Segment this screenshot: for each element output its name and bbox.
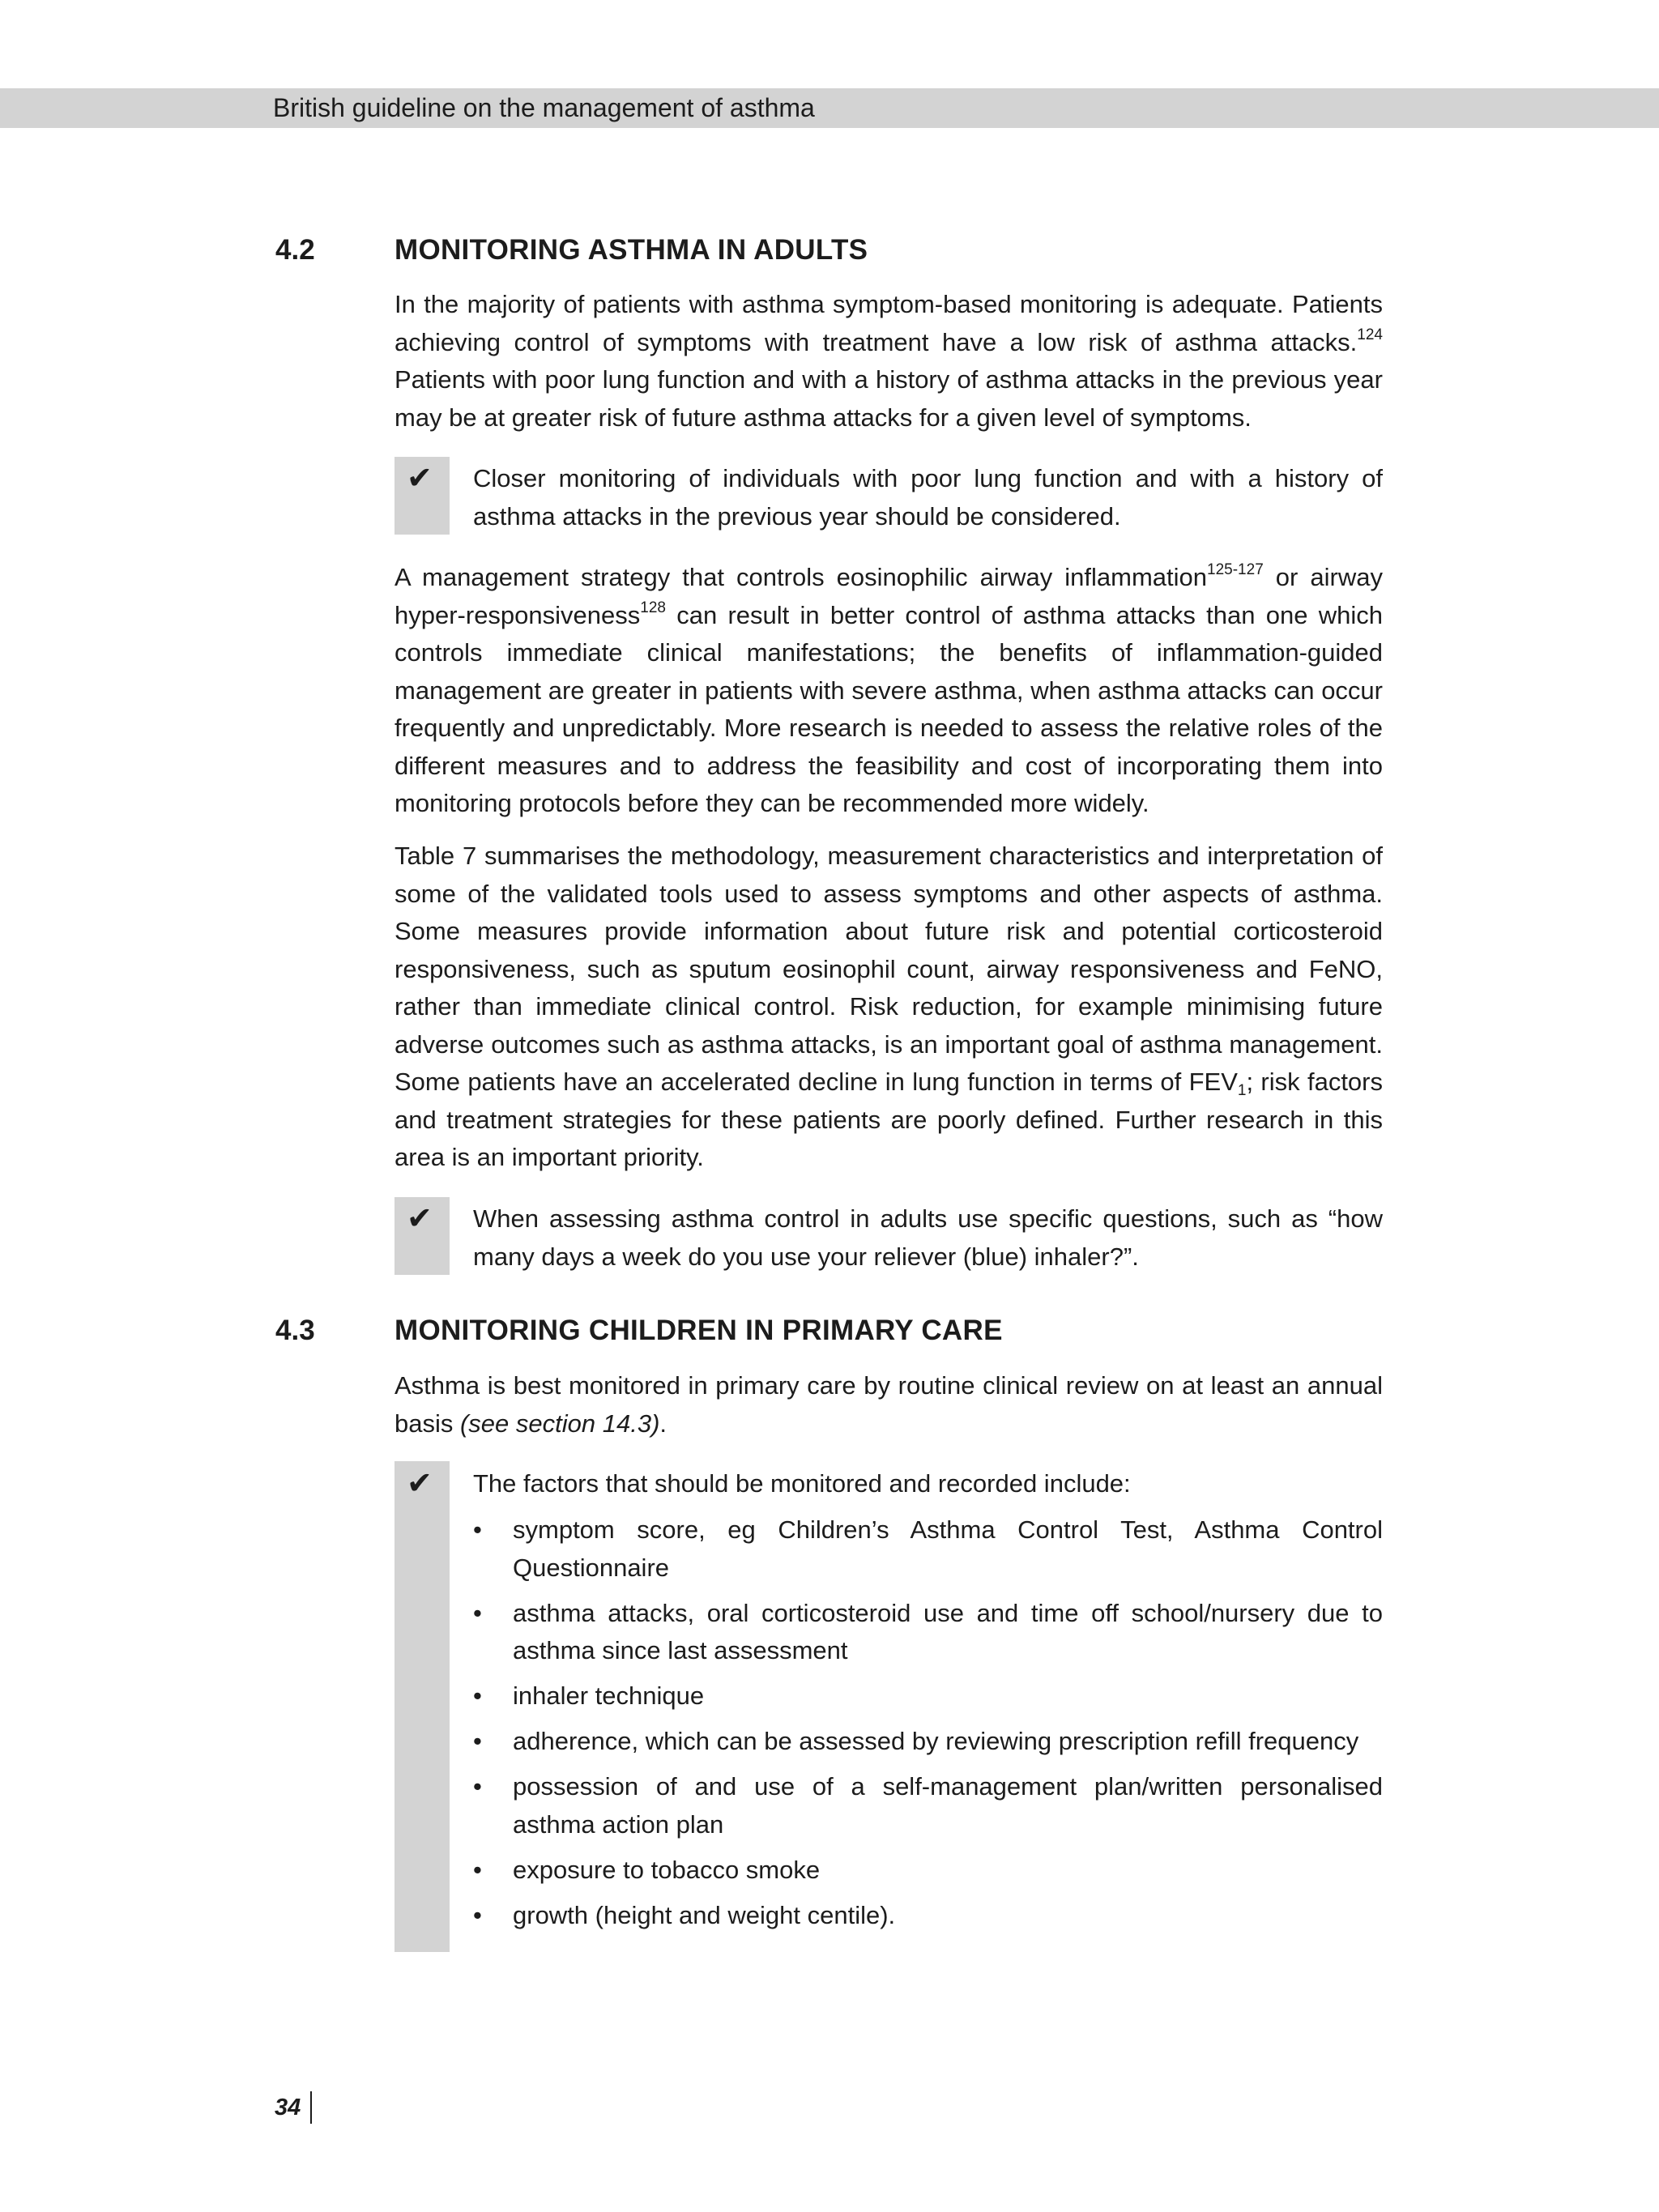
section-number: 4.2 — [275, 234, 315, 266]
bullet-icon: • — [473, 1681, 482, 1710]
monitoring-factors-list — [473, 1511, 1383, 1942]
page-number: 34 — [275, 2095, 301, 2120]
checkmark-icon: ✔ — [407, 1465, 433, 1501]
checkmark-icon: ✔ — [407, 460, 433, 496]
bullet-icon: • — [473, 1772, 482, 1801]
list-item-text: asthma attacks, oral corticosteroid use and time off school/nursery due to asthma since last assessment — [513, 1598, 1383, 1664]
paragraph-text: Table 7 summarises the methodology, measurement characteristics and interpretation of some of the validated tools used to assess symptoms and other aspects of asthma. Some measures provide information about future risk and potential corticosteroid responsiveness, such as sputum eosinophil count, airway responsiveness and FeNO, rather than immediate clinical control. Risk reduction, for example minimising future adverse outcomes such as asthma attacks, is an important goal of asthma management. Some patients have an accelerated decline in lung function in terms of FEV — [394, 842, 1383, 1096]
paragraph-text: . — [659, 1409, 667, 1438]
paragraph-text: In the majority of patients with asthma symptom-based monitoring is adequate. Patients achieving control of symptoms with treatment have a low risk of asthma attacks. — [394, 290, 1383, 356]
paragraph-text: A management strategy that controls eosinophilic airway inflammation — [394, 563, 1208, 591]
list-item — [473, 1511, 1383, 1587]
list-item — [473, 1852, 1383, 1890]
list-item — [473, 1677, 1383, 1715]
section-title: MONITORING CHILDREN IN PRIMARY CARE — [394, 1315, 1003, 1346]
list-item-text: adherence, which can be assessed by reviewing prescription refill frequency — [513, 1727, 1359, 1755]
reference-superscript: 128 — [640, 599, 666, 616]
list-item — [473, 1723, 1383, 1761]
paragraph — [394, 286, 1383, 437]
running-header-band — [0, 88, 1659, 128]
paragraph-text: or airway hyper-responsiveness — [394, 563, 1383, 629]
list-item-text: symptom score, eg Children’s Asthma Control Test, Asthma Control Questionnaire — [513, 1515, 1383, 1582]
section-title: MONITORING ASTHMA IN ADULTS — [394, 234, 868, 266]
paragraph-text: Patients with poor lung function and with a history of asthma attacks in the previous year may be at greater risk of future asthma attacks for a given level of symptoms. — [394, 365, 1383, 432]
running-header: British guideline on the management of asthma — [273, 93, 815, 122]
paragraph — [394, 559, 1383, 823]
page-number-rule — [310, 2091, 312, 2124]
good-practice-point: Closer monitoring of individuals with poor lung function and with a history of asthma attacks in the previous year should be considered. — [473, 464, 1383, 531]
list-item-text: inhaler technique — [513, 1681, 705, 1710]
good-practice-point: When assessing asthma control in adults use specific questions, such as “how many days a week do you use your reliever (blue) inhaler?”. — [473, 1204, 1383, 1271]
cross-reference: (see section 14.3) — [459, 1409, 660, 1438]
good-practice-point-intro: The factors that should be monitored and recorded include: — [473, 1469, 1131, 1498]
subscript: 1 — [1237, 1082, 1247, 1099]
list-item-text: growth (height and weight centile). — [513, 1900, 896, 1929]
list-item-text: possession of and use of a self-management plan/written personalised asthma action plan — [513, 1772, 1383, 1839]
checkmark-icon: ✔ — [407, 1200, 433, 1236]
reference-superscript: 124 — [1357, 326, 1383, 343]
paragraph-text: can result in better control of asthma attacks than one which controls immediate clinical manifestations; the benefits of inflammation-guided management are greater in patients with severe asthma, when asthma attacks can occur frequently and unpredictably. More research is needed to assess the relative roles of the different measures and to address the feasibility and cost of incorporating them into monitoring protocols before they can be recommended more widely. — [394, 600, 1383, 817]
bullet-icon: • — [473, 1900, 482, 1929]
list-item — [473, 1897, 1383, 1935]
bullet-icon: • — [473, 1515, 482, 1544]
reference-superscript: 125-127 — [1207, 561, 1264, 578]
paragraph-text: Asthma is best monitored in primary care by routine clinical review on at least an annual basis — [394, 1371, 1383, 1438]
list-item — [473, 1768, 1383, 1843]
section-number: 4.3 — [275, 1315, 315, 1346]
list-item — [473, 1595, 1383, 1670]
bullet-icon: • — [473, 1598, 482, 1627]
recommendation-marker-bar — [394, 1461, 450, 1952]
paragraph — [394, 837, 1383, 1177]
bullet-icon: • — [473, 1727, 482, 1755]
paragraph — [394, 1367, 1383, 1443]
list-item-text: exposure to tobacco smoke — [513, 1855, 821, 1884]
bullet-icon: • — [473, 1855, 482, 1884]
paragraph-text: ; risk factors and treatment strategies for these patients are poorly defined. Further research in this area is an important priority. — [394, 1068, 1383, 1171]
